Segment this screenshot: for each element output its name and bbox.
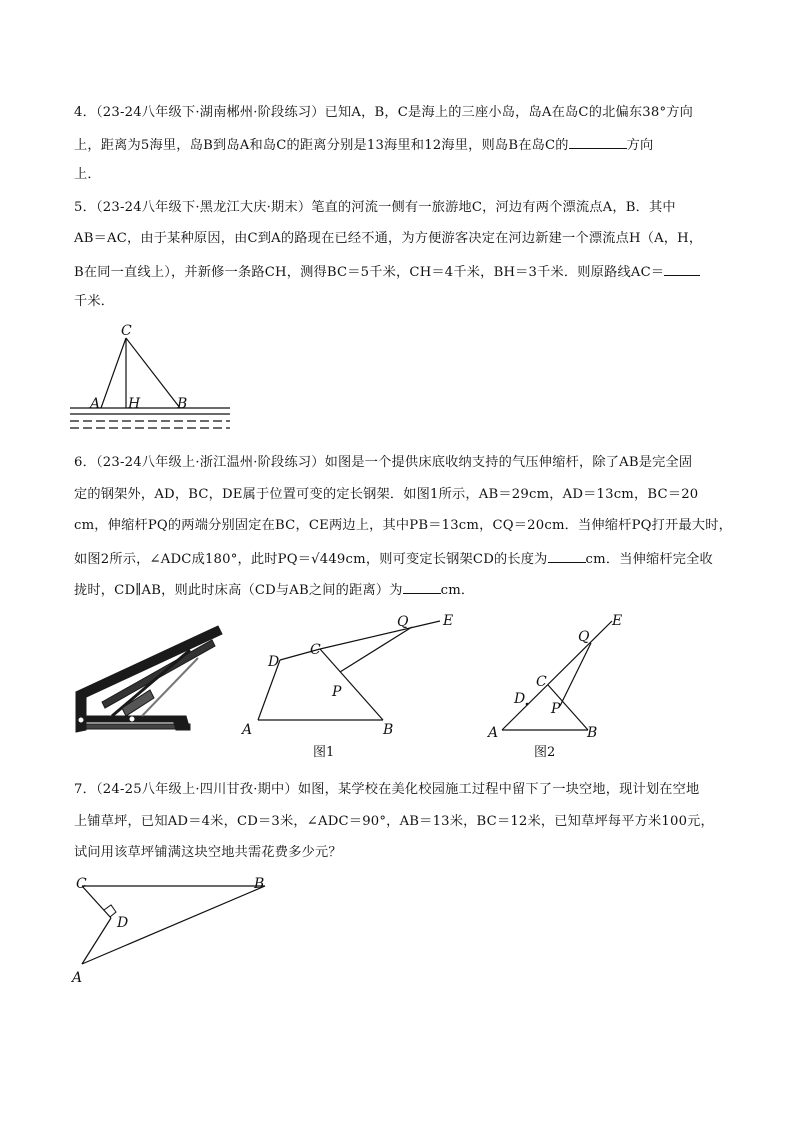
q7-label-b: B bbox=[254, 876, 265, 892]
q6-photo-left-bracket bbox=[76, 690, 86, 732]
q4-line-2 bbox=[74, 136, 724, 154]
fig2-label-b: B bbox=[587, 725, 598, 741]
fig2-label-a: A bbox=[488, 725, 499, 741]
q6-line-4-text: 如图2所示，∠ADC成180°，此时PQ＝√449cm，则可变定长钢架CD的长度为 bbox=[74, 552, 548, 567]
q7-lawn-figure bbox=[70, 872, 280, 987]
fig1-label-c: C bbox=[310, 642, 321, 658]
q4-line-2-text: 上，距离为5海里，岛B到岛A和岛C的距离分别是13海里和12海里，则岛B在岛C的 bbox=[74, 138, 569, 153]
q7-label-a: A bbox=[72, 970, 83, 986]
q4-line-3: 上． bbox=[74, 167, 101, 182]
q4-answer-blank[interactable] bbox=[569, 136, 627, 149]
fig2-label-q: Q bbox=[578, 629, 590, 645]
fig1-caption: 图1 bbox=[313, 745, 335, 760]
q7-line-1: 7．（24-25八年级上·四川甘孜·期中）如图，某学校在美化校园施工过程中留下了一块空地，现计划在空地 bbox=[74, 782, 700, 797]
q5-river-figure bbox=[70, 320, 240, 440]
q6-answer-blank-2[interactable] bbox=[403, 581, 441, 594]
q5-line-3-text: B在同一直线上），并新修一条路CH，测得BC＝5千米，CH＝4千米，BH＝3千米．则原路线AC＝ bbox=[74, 265, 665, 280]
q5-segment-ca bbox=[101, 338, 126, 408]
q7-segment-ab bbox=[82, 886, 265, 964]
q7-segment-da bbox=[82, 918, 111, 964]
fig1-segment-cb bbox=[320, 649, 383, 720]
q6-answer-blank-1[interactable] bbox=[548, 550, 586, 563]
q6-line-5 bbox=[74, 581, 724, 599]
q5-answer-blank[interactable] bbox=[664, 263, 700, 276]
q5-line-4: 千米． bbox=[74, 294, 115, 309]
fig1-label-d: D bbox=[268, 654, 280, 670]
fig1-label-b: B bbox=[383, 722, 394, 738]
q6-line-4 bbox=[74, 550, 724, 568]
q5-label-a: A bbox=[90, 396, 101, 412]
q5-label-h: H bbox=[128, 396, 141, 412]
fig2-label-c: C bbox=[536, 674, 547, 690]
q7-line-2: 上铺草坪，已知AD＝4米，CD＝3米，∠ADC＝90°，AB＝13米，BC＝12米，已知草坪每平方米100元， bbox=[74, 814, 714, 829]
q7-label-c: C bbox=[76, 876, 87, 892]
q6-photo-rivet-1 bbox=[78, 717, 84, 723]
fig1-label-e: E bbox=[443, 613, 454, 629]
fig2-point-d bbox=[526, 703, 529, 706]
q6-line-2: 定的钢架外，AD，BC，DE属于位置可变的定长钢架．如图1所示，AB＝29cm，AD＝13cm，BC＝20 bbox=[74, 487, 699, 502]
q5-line-1: 5．（23-24八年级下·黑龙江大庆·期末）笔直的河流一侧有一旅游地C，河边有两个漂流点A，B．其中 bbox=[74, 200, 676, 215]
fig1-segment-pq bbox=[340, 627, 412, 672]
q6-bed-strut-photo bbox=[72, 620, 227, 745]
q6-line-5-tail: cm． bbox=[440, 583, 475, 598]
fig1-label-q: Q bbox=[397, 614, 409, 630]
q7-line-3: 试问用该草坪铺满这块空地共需花费多少元？ bbox=[74, 845, 342, 860]
q5-line-2: AB＝AC，由于某种原因，由C到A的路现在已经不通，为方便游客决定在河边新建一个漂流点H（A，H， bbox=[74, 231, 703, 246]
q6-figure-2 bbox=[484, 610, 634, 770]
q6-line-4-tail: cm．当伸缩杆完全收 bbox=[585, 552, 713, 567]
q4-line-1: 4．（23-24八年级下·湖南郴州·阶段练习）已知A，B，C是海上的三座小岛，岛A在岛C的北偏东38°方向 bbox=[74, 105, 694, 120]
fig2-segment-pq bbox=[560, 643, 591, 706]
q6-line-3: cm，伸缩杆PQ的两端分别固定在BC，CE两边上，其中PB＝13cm，CQ＝20cm．当伸缩杆PQ打开最大时， bbox=[74, 518, 732, 533]
q4-line-2-tail: 方向 bbox=[626, 138, 654, 153]
q5-label-b: B bbox=[177, 396, 188, 412]
fig2-label-p: P bbox=[551, 701, 561, 717]
fig1-label-a: A bbox=[242, 722, 253, 738]
fig2-label-e: E bbox=[612, 613, 623, 629]
q6-photo-upper-rail bbox=[76, 626, 222, 700]
fig1-segment-ce bbox=[320, 621, 440, 649]
q5-label-c: C bbox=[121, 323, 132, 339]
q6-photo-rivet-2 bbox=[129, 716, 135, 722]
fig2-label-d: D bbox=[514, 691, 526, 707]
q5-line-3 bbox=[74, 263, 724, 281]
q6-line-1: 6．（23-24八年级上·浙江温州·阶段练习）如图是一个提供床底收纳支持的气压伸缩杆，除了AB是完全固 bbox=[74, 455, 693, 470]
q6-line-5-text: 拢时，CD∥AB，则此时床高（CD与AB之间的距离）为 bbox=[74, 583, 403, 598]
q6-figure-1 bbox=[240, 610, 470, 770]
fig1-label-p: P bbox=[332, 684, 342, 700]
q7-right-angle-mark bbox=[104, 905, 116, 917]
q7-label-d: D bbox=[117, 915, 129, 931]
fig2-caption: 图2 bbox=[534, 745, 556, 760]
